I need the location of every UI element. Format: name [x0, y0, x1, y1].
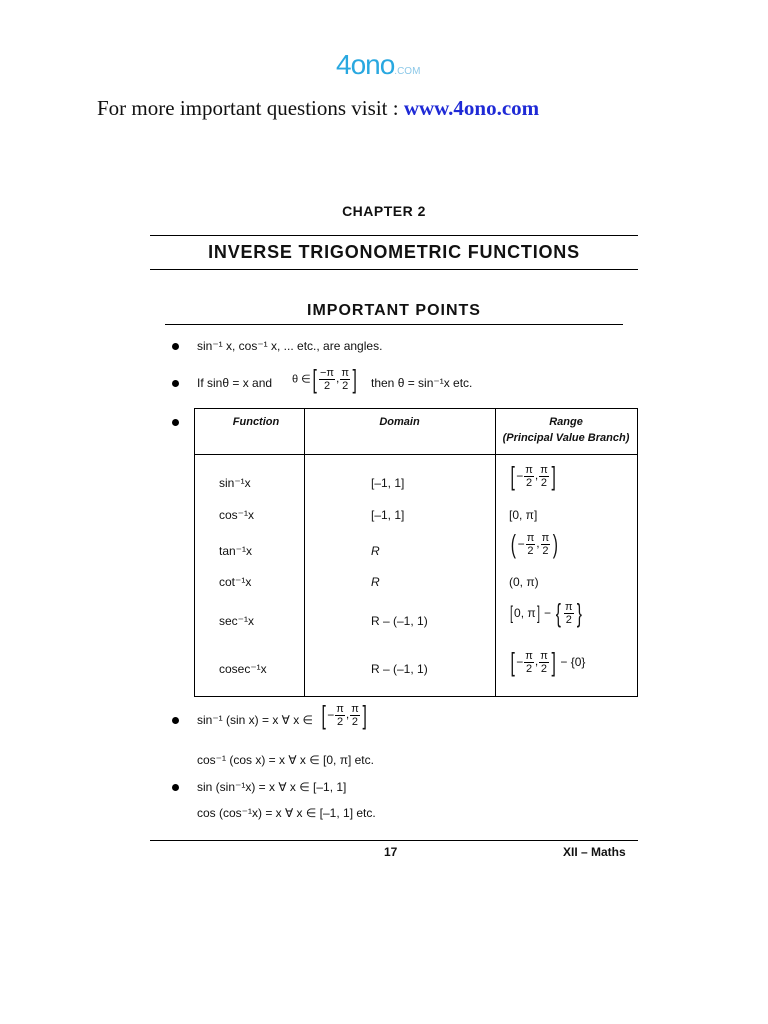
row-domain: [–1, 1]: [371, 476, 405, 490]
row-domain: R – (–1, 1): [371, 662, 428, 676]
book-label: XII – Maths: [563, 845, 626, 859]
point-sin-theta-suffix: then θ = sin⁻¹x etc.: [371, 376, 473, 390]
row-range: [0, π]: [509, 508, 538, 522]
title-bottom-rule: [150, 269, 638, 270]
page-number: 17: [384, 845, 398, 859]
identity-cos-cos: cos⁻¹ (cos x) = x ∀ x ∈ [0, π] etc.: [197, 753, 374, 767]
chapter-label: CHAPTER 2: [342, 203, 426, 219]
row-domain: R: [371, 544, 380, 558]
header-range: Range: [549, 416, 583, 428]
row-function: sec⁻¹x: [219, 614, 255, 628]
theta-in: θ ∈: [292, 373, 311, 386]
row-domain: [–1, 1]: [371, 508, 405, 522]
bullet: [172, 380, 179, 387]
footer-rule: [150, 840, 638, 841]
left-bracket: [: [312, 364, 317, 394]
header-domain: Domain: [379, 416, 420, 428]
principal-value-table: [194, 408, 638, 697]
row-function: cos⁻¹x: [219, 508, 255, 522]
title-top-rule: [150, 235, 638, 236]
point-sin-theta-interval: θ ∈[ $\frac{-\pi}{2}$ , $\frac{\pi}{2}$ ]: [292, 364, 357, 394]
identity-sin-sin: sin⁻¹ (sin x) = x ∀ x ∈: [197, 713, 314, 727]
row-range-sec: [0, π] − { $\frac{\pi}{2}$ }: [510, 598, 582, 628]
header-range-note: (Principal Value Branch): [502, 432, 630, 444]
header-divider: [195, 454, 637, 455]
visit-prefix: For more important questions visit :: [97, 96, 399, 120]
row-function: cot⁻¹x: [219, 575, 252, 589]
bullet: [172, 419, 179, 426]
row-domain: R – (–1, 1): [371, 614, 428, 628]
section-heading: IMPORTANT POINTS: [307, 302, 481, 319]
fraction: $\frac{-\pi}{2}$: [320, 366, 335, 392]
row-domain: R: [371, 575, 380, 589]
logo-suffix: .COM: [394, 66, 421, 77]
header-function: Function: [232, 416, 280, 428]
site-logo[interactable]: [336, 49, 420, 81]
point-angles: sin⁻¹ x, cos⁻¹ x, ... etc., are angles.: [197, 339, 383, 353]
row-function: sin⁻¹x: [219, 476, 251, 490]
identity-sin-arcsin: sin (sin⁻¹x) = x ∀ x ∈ [–1, 1]: [197, 780, 347, 794]
row-range: (0, π): [509, 575, 539, 589]
column-divider: [495, 409, 496, 696]
identity-cos-arccos: cos (cos⁻¹x) = x ∀ x ∈ [–1, 1] etc.: [197, 806, 376, 820]
website-link[interactable]: www.4ono.com: [403, 96, 540, 120]
point-sin-theta-prefix: If sinθ = x and: [197, 376, 273, 390]
bullet: [172, 717, 179, 724]
bullet: [172, 343, 179, 350]
logo-text: 4ono: [336, 49, 395, 80]
section-underline: [165, 324, 623, 325]
column-divider: [304, 409, 305, 696]
row-range-tan: ( − $\frac{\pi}{2}$ , $\frac{\pi}{2}$ ): [510, 529, 559, 559]
bullet: [172, 784, 179, 791]
row-function: cosec⁻¹x: [219, 662, 267, 676]
chapter-title: INVERSE TRIGONOMETRIC FUNCTIONS: [208, 242, 580, 262]
identity-sin-interval: [− $\frac{\pi}{2}$ , $\frac{\pi}{2}$ ]: [321, 700, 367, 730]
fraction: $\frac{\pi}{2}$: [341, 366, 349, 392]
row-function: tan⁻¹x: [219, 544, 253, 558]
visit-banner: [97, 96, 539, 121]
row-range-sin: [− $\frac{\pi}{2}$ , $\frac{\pi}{2}$ ]: [510, 461, 556, 491]
row-range-cosec: [− $\frac{\pi}{2}$ , $\frac{\pi}{2}$ ] − {0}: [510, 647, 586, 677]
right-bracket: ]: [352, 364, 357, 394]
